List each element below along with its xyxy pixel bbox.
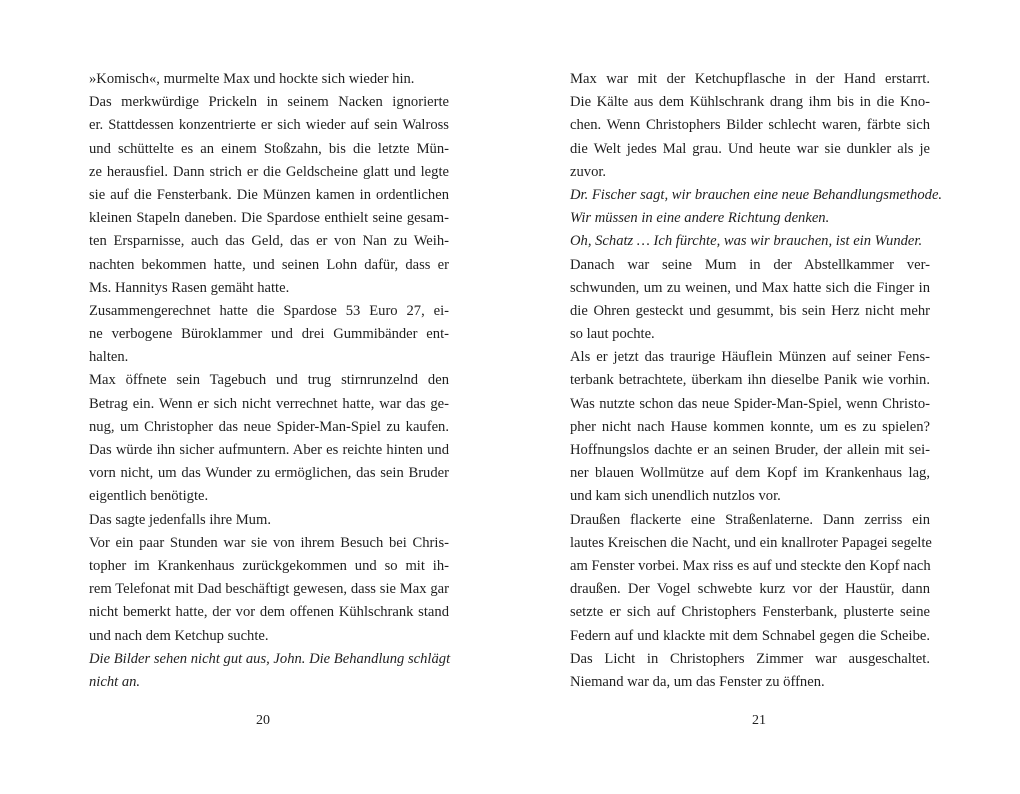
- text-line: chen. Wenn Christophers Bilder schlecht waren, färbte sich: [570, 117, 930, 134]
- text-line: ner blauen Wollmütze auf dem Kopf im Krankenhaus lag,: [570, 465, 930, 482]
- text-line: nug, um Christopher das neue Spider-Man-Spiel zu kaufen.: [89, 418, 449, 435]
- text-line: pher nicht nach Hause kommen konnte, um es zu spielen?: [570, 418, 930, 435]
- text-line: schwunden, um zu weinen, und Max hatte sich die Finger in: [570, 279, 930, 296]
- text-line: Was nutzte schon das neue Spider-Man-Spiel, wenn Christo-: [570, 395, 930, 412]
- text-line: ten Ersparnisse, auch das Geld, das er von Nan zu Weih-: [89, 233, 449, 250]
- text-line: Ms. Hannitys Rasen gemäht hatte.: [89, 279, 290, 296]
- text-line: Das würde ihn sicher aufmuntern. Aber es reichte hinten und: [89, 442, 449, 458]
- left-page-number: 20: [256, 713, 270, 728]
- text-line: er. Stattdessen konzentrierte er sich wieder auf sein Walross: [89, 117, 449, 134]
- text-line: rem Telefonat mit Dad beschäftigt gewesen, dass sie Max gar: [89, 581, 449, 598]
- text-line: so laut pochte.: [570, 326, 655, 343]
- right-page-number: 21: [752, 713, 766, 728]
- text-line: und kam sich unendlich nutzlos vor.: [570, 488, 781, 505]
- text-line: Niemand war da, um das Fenster zu öffnen.: [570, 673, 825, 690]
- text-line: Das sagte jedenfalls ihre Mum.: [89, 511, 271, 528]
- text-line: Max war mit der Ketchupflasche in der Hand erstarrt.: [570, 71, 930, 87]
- text-line: setzte er sich auf Christophers Fensterbank, plusterte seine: [570, 604, 930, 621]
- text-line: Wir müssen in eine andere Richtung denken.: [570, 210, 830, 227]
- text-line: und nach dem Ketchup suchte.: [89, 627, 269, 644]
- text-line: am Fenster vorbei. Max riss es auf und steckte den Kopf nach: [570, 557, 931, 574]
- text-line: vorn nicht, um das Wunder zu ermöglichen, das sein Bruder: [89, 465, 449, 482]
- text-line: »Komisch«, murmelte Max und hockte sich wieder hin.: [89, 71, 415, 87]
- text-line: Max öffnete sein Tagebuch und trug stirnrunzelnd den: [89, 372, 449, 389]
- text-line: Vor ein paar Stunden war sie von ihrem Besuch bei Chris-: [89, 534, 449, 551]
- text-line: Danach war seine Mum in der Abstellkammer ver-: [570, 256, 930, 273]
- text-line: nicht an.: [89, 673, 141, 690]
- text-line: Als er jetzt das traurige Häuflein Münzen auf seiner Fens-: [570, 349, 930, 366]
- text-line: halten.: [89, 349, 129, 366]
- text-line: Federn auf und klackte mit dem Schnabel gegen die Scheibe.: [570, 627, 930, 644]
- text-line: terbank betrachtete, überkam ihn dieselbe Panik wie vorhin.: [570, 372, 930, 389]
- text-line: die Ohren gesteckt und gesummt, bis sein Herz nicht mehr: [570, 302, 930, 319]
- text-line: Die Kälte aus dem Kühlschrank drang ihm bis in die Kno-: [570, 94, 930, 111]
- text-line: ne verbogene Büroklammer und drei Gummibänder ent-: [89, 326, 449, 343]
- right-page-text: [570, 68, 943, 694]
- text-line: lautes Kreischen die Nacht, und ein knallroter Papagei segelte: [570, 534, 932, 551]
- text-line: draußen. Der Vogel schwebte kurz vor der Haustür, dann: [570, 581, 930, 598]
- text-line: eigentlich benötigte.: [89, 488, 209, 505]
- text-line: Das merkwürdige Prickeln in seinem Nacken ignorierte: [89, 94, 449, 111]
- text-line: topher im Krankenhaus zurückgekommen und so mit ih-: [89, 557, 449, 574]
- text-line: Dr. Fischer sagt, wir brauchen eine neue Behandlungsmethode.: [570, 186, 943, 203]
- text-line: sie auf die Fensterbank. Die Münzen kamen in ordentlichen: [89, 186, 449, 203]
- left-page-text: [89, 68, 449, 694]
- text-line: Hoffnungslos dachte er an seinen Bruder, der allein mit sei-: [570, 442, 930, 458]
- text-line: zuvor.: [570, 163, 607, 180]
- text-line: Die Bilder sehen nicht gut aus, John. Die Behandlung schlägt: [89, 650, 451, 667]
- text-line: Betrag ein. Wenn er sich nicht verrechnet hatte, war das ge-: [89, 395, 449, 412]
- text-line: Zusammengerechnet hatte die Spardose 53 Euro 27, ei-: [89, 302, 449, 319]
- text-line: nachten bekommen hatte, und seinen Lohn dafür, dass er: [89, 256, 449, 273]
- text-line: die Welt jedes Mal grau. Und heute war sie dunkler als je: [570, 140, 930, 157]
- text-line: kleinen Stapeln daneben. Die Spardose enthielt seine gesam-: [89, 210, 449, 227]
- text-line: ze herausfiel. Dann strich er die Geldscheine glatt und legte: [89, 163, 449, 180]
- text-line: Das Licht in Christophers Zimmer war ausgeschaltet.: [570, 650, 930, 667]
- text-line: Oh, Schatz … Ich fürchte, was wir brauchen, ist ein Wunder.: [570, 233, 923, 250]
- text-line: und schüttelte es an einem Stoßzahn, bis die letzte Mün-: [89, 140, 449, 157]
- text-line: nicht bemerkt hatte, der vor dem offenen Kühlschrank stand: [89, 604, 449, 621]
- text-line: Draußen flackerte eine Straßenlaterne. Dann zerriss ein: [570, 511, 930, 528]
